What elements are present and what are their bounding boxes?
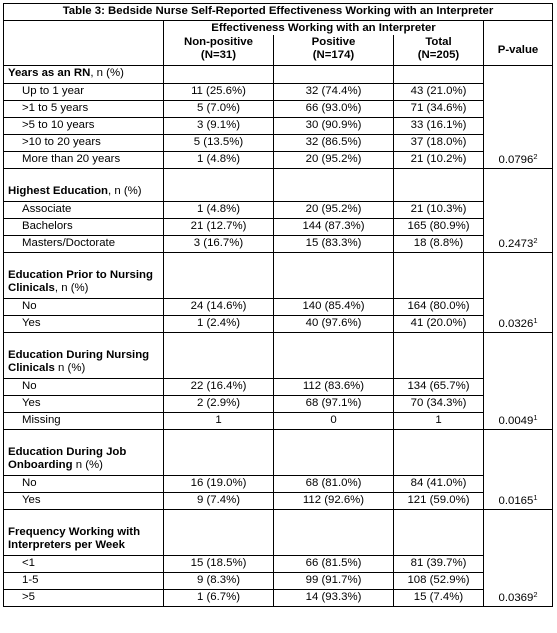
section-pvalue-cell xyxy=(484,268,553,333)
cell-total: 1 xyxy=(394,413,484,430)
section-empty-cell xyxy=(164,184,274,202)
cell-total: 70 (34.3%) xyxy=(394,396,484,413)
spacer-cell xyxy=(274,430,394,446)
section-pvalue-cell xyxy=(484,184,553,253)
spacer-cell xyxy=(394,510,484,526)
cell-nonpositive: 1 (2.4%) xyxy=(164,316,274,333)
cell-label: More than 20 years xyxy=(4,152,164,169)
section-pvalue-footnote: 1 xyxy=(533,316,538,325)
spacer-cell xyxy=(4,169,164,185)
header-positive-label: Positive xyxy=(311,36,356,48)
table-row xyxy=(4,152,553,169)
spacer-cell xyxy=(274,510,394,526)
header-group-label: Effectiveness Working with an Interpreter xyxy=(164,21,484,36)
table-row xyxy=(4,202,553,219)
cell-nonpositive: 1 xyxy=(164,413,274,430)
cell-label: No xyxy=(4,476,164,493)
section-pvalue-cell xyxy=(484,525,553,607)
section-label-cell xyxy=(4,66,164,84)
spacer-cell xyxy=(274,253,394,269)
spacer-cell xyxy=(274,333,394,349)
table-title: Table 3: Bedside Nurse Self-Reported Effectiveness Working with an Interpreter xyxy=(4,4,553,21)
section-empty-cell xyxy=(164,525,274,556)
cell-nonpositive: 1 (4.8%) xyxy=(164,202,274,219)
cell-total: 21 (10.2%) xyxy=(394,152,484,169)
section-unit: , n (%) xyxy=(90,67,124,79)
spacer-cell xyxy=(394,253,484,269)
table-row xyxy=(4,379,553,396)
spacer-cell xyxy=(164,510,274,526)
section-pvalue: 0.0796 xyxy=(498,154,534,166)
spacer-cell xyxy=(4,510,164,526)
header-positive xyxy=(274,35,394,66)
section-pvalue: 0.2473 xyxy=(498,238,534,250)
section-spacer-row xyxy=(4,333,553,349)
cell-nonpositive: 22 (16.4%) xyxy=(164,379,274,396)
section-header-row xyxy=(4,268,553,299)
cell-nonpositive: 24 (14.6%) xyxy=(164,299,274,316)
table-row xyxy=(4,493,553,510)
section-unit: n (%) xyxy=(72,459,103,471)
cell-nonpositive: 3 (9.1%) xyxy=(164,118,274,135)
header-pvalue-label: P-value xyxy=(497,44,539,56)
section-label: Frequency Working with Interpreters per Week xyxy=(8,526,141,551)
cell-nonpositive: 21 (12.7%) xyxy=(164,219,274,236)
cell-total: 164 (80.0%) xyxy=(394,299,484,316)
cell-label: No xyxy=(4,379,164,396)
section-spacer-row xyxy=(4,510,553,526)
spacer-cell xyxy=(164,169,274,185)
section-header-row xyxy=(4,525,553,556)
cell-positive: 20 (95.2%) xyxy=(274,152,394,169)
section-empty-cell xyxy=(274,268,394,299)
cell-positive: 99 (91.7%) xyxy=(274,573,394,590)
section-unit: , n (%) xyxy=(108,185,142,197)
section-pvalue-footnote: 1 xyxy=(533,493,538,502)
section-header-row xyxy=(4,445,553,476)
spacer-cell xyxy=(484,333,553,349)
spacer-cell xyxy=(484,253,553,269)
section-label: Highest Education xyxy=(8,185,108,197)
section-label-cell xyxy=(4,445,164,476)
header-total-label: Total xyxy=(425,36,452,48)
cell-total: 41 (20.0%) xyxy=(394,316,484,333)
table-row xyxy=(4,84,553,101)
spacer-cell xyxy=(164,253,274,269)
cell-total: 84 (41.0%) xyxy=(394,476,484,493)
section-empty-cell xyxy=(394,268,484,299)
table-container xyxy=(3,3,553,607)
effectiveness-table xyxy=(3,3,553,607)
section-label-cell xyxy=(4,525,164,556)
cell-nonpositive: 15 (18.5%) xyxy=(164,556,274,573)
cell-total: 33 (16.1%) xyxy=(394,118,484,135)
section-empty-cell xyxy=(274,66,394,84)
table-row xyxy=(4,135,553,152)
section-empty-cell xyxy=(164,445,274,476)
cell-nonpositive: 1 (6.7%) xyxy=(164,590,274,607)
cell-positive: 0 xyxy=(274,413,394,430)
section-pvalue: 0.0369 xyxy=(498,592,534,604)
section-empty-cell xyxy=(274,525,394,556)
cell-label: >1 to 5 years xyxy=(4,101,164,118)
cell-nonpositive: 9 (7.4%) xyxy=(164,493,274,510)
spacer-cell xyxy=(484,510,553,526)
cell-positive: 66 (93.0%) xyxy=(274,101,394,118)
cell-positive: 40 (97.6%) xyxy=(274,316,394,333)
section-pvalue-footnote: 1 xyxy=(533,413,538,422)
cell-label: >5 xyxy=(4,590,164,607)
cell-total: 71 (34.6%) xyxy=(394,101,484,118)
header-total-n: (N=205) xyxy=(417,49,460,61)
cell-nonpositive: 9 (8.3%) xyxy=(164,573,274,590)
cell-positive: 66 (81.5%) xyxy=(274,556,394,573)
cell-total: 43 (21.0%) xyxy=(394,84,484,101)
cell-nonpositive: 16 (19.0%) xyxy=(164,476,274,493)
section-pvalue: 0.0049 xyxy=(498,415,534,427)
section-label-cell xyxy=(4,184,164,202)
section-empty-cell xyxy=(394,525,484,556)
cell-nonpositive: 2 (2.9%) xyxy=(164,396,274,413)
spacer-cell xyxy=(484,169,553,185)
spacer-cell xyxy=(4,333,164,349)
spacer-cell xyxy=(394,333,484,349)
header-group-row xyxy=(4,21,553,36)
table-row xyxy=(4,316,553,333)
cell-label: Associate xyxy=(4,202,164,219)
spacer-cell xyxy=(4,253,164,269)
section-pvalue-footnote: 2 xyxy=(533,590,538,599)
section-empty-cell xyxy=(274,445,394,476)
section-spacer-row xyxy=(4,253,553,269)
header-pvalue xyxy=(484,21,553,66)
spacer-cell xyxy=(164,430,274,446)
cell-positive: 112 (92.6%) xyxy=(274,493,394,510)
cell-total: 81 (39.7%) xyxy=(394,556,484,573)
cell-label: Missing xyxy=(4,413,164,430)
section-header-row xyxy=(4,348,553,379)
section-empty-cell xyxy=(164,268,274,299)
cell-positive: 32 (86.5%) xyxy=(274,135,394,152)
section-empty-cell xyxy=(394,184,484,202)
cell-label: No xyxy=(4,299,164,316)
header-empty-cell xyxy=(4,21,164,66)
spacer-cell xyxy=(274,169,394,185)
section-pvalue: 0.0326 xyxy=(498,318,534,330)
table-row xyxy=(4,101,553,118)
header-nonpositive-label: Non-positive xyxy=(184,36,253,48)
cell-total: 121 (59.0%) xyxy=(394,493,484,510)
cell-total: 18 (8.8%) xyxy=(394,236,484,253)
cell-label: Yes xyxy=(4,396,164,413)
table-row xyxy=(4,219,553,236)
table-body xyxy=(4,66,553,607)
cell-label: <1 xyxy=(4,556,164,573)
section-pvalue-cell xyxy=(484,348,553,430)
section-unit: , n (%) xyxy=(54,282,89,294)
table-row xyxy=(4,413,553,430)
cell-label: Yes xyxy=(4,316,164,333)
section-label-cell xyxy=(4,268,164,299)
cell-positive: 20 (95.2%) xyxy=(274,202,394,219)
section-spacer-row xyxy=(4,169,553,185)
section-label: Years as an RN xyxy=(8,67,91,79)
table-row xyxy=(4,476,553,493)
cell-positive: 14 (93.3%) xyxy=(274,590,394,607)
table-row xyxy=(4,118,553,135)
cell-positive: 68 (97.1%) xyxy=(274,396,394,413)
spacer-cell xyxy=(4,430,164,446)
cell-positive: 30 (90.9%) xyxy=(274,118,394,135)
section-pvalue-footnote: 2 xyxy=(533,152,538,161)
cell-nonpositive: 5 (13.5%) xyxy=(164,135,274,152)
spacer-cell xyxy=(394,430,484,446)
cell-nonpositive: 3 (16.7%) xyxy=(164,236,274,253)
cell-label: Up to 1 year xyxy=(4,84,164,101)
cell-label: >10 to 20 years xyxy=(4,135,164,152)
section-empty-cell xyxy=(274,348,394,379)
cell-nonpositive: 5 (7.0%) xyxy=(164,101,274,118)
section-pvalue-cell xyxy=(484,445,553,510)
section-unit: n (%) xyxy=(54,362,86,374)
cell-total: 165 (80.9%) xyxy=(394,219,484,236)
section-empty-cell xyxy=(394,445,484,476)
cell-positive: 140 (85.4%) xyxy=(274,299,394,316)
cell-total: 134 (65.7%) xyxy=(394,379,484,396)
cell-label: Bachelors xyxy=(4,219,164,236)
table-row xyxy=(4,590,553,607)
section-header-row xyxy=(4,66,553,84)
cell-positive: 68 (81.0%) xyxy=(274,476,394,493)
spacer-cell xyxy=(164,333,274,349)
header-positive-n: (N=174) xyxy=(312,49,355,61)
cell-total: 21 (10.3%) xyxy=(394,202,484,219)
table-row xyxy=(4,236,553,253)
cell-label: Yes xyxy=(4,493,164,510)
cell-label: 1-5 xyxy=(4,573,164,590)
header-nonpositive-n: (N=31) xyxy=(200,49,237,61)
spacer-cell xyxy=(484,430,553,446)
section-pvalue-footnote: 2 xyxy=(533,236,538,245)
section-empty-cell xyxy=(164,348,274,379)
section-label: Education During Nursing Clinicals xyxy=(8,349,150,374)
header-nonpositive xyxy=(164,35,274,66)
table-title-row xyxy=(4,4,553,21)
section-pvalue-cell xyxy=(484,66,553,169)
section-empty-cell xyxy=(274,184,394,202)
cell-total: 15 (7.4%) xyxy=(394,590,484,607)
section-empty-cell xyxy=(394,66,484,84)
spacer-cell xyxy=(394,169,484,185)
table-row xyxy=(4,299,553,316)
cell-positive: 32 (74.4%) xyxy=(274,84,394,101)
section-label: Education During Job Onboarding xyxy=(8,446,127,471)
cell-label: >5 to 10 years xyxy=(4,118,164,135)
section-pvalue: 0.0165 xyxy=(498,495,534,507)
section-empty-cell xyxy=(164,66,274,84)
section-empty-cell xyxy=(394,348,484,379)
cell-label: Masters/Doctorate xyxy=(4,236,164,253)
section-header-row xyxy=(4,184,553,202)
section-spacer-row xyxy=(4,430,553,446)
cell-positive: 112 (83.6%) xyxy=(274,379,394,396)
table-row xyxy=(4,556,553,573)
section-label: Education Prior to Nursing Clinicals xyxy=(8,269,153,294)
table-row xyxy=(4,396,553,413)
table-row xyxy=(4,573,553,590)
cell-positive: 144 (87.3%) xyxy=(274,219,394,236)
cell-nonpositive: 1 (4.8%) xyxy=(164,152,274,169)
header-total xyxy=(394,35,484,66)
cell-total: 108 (52.9%) xyxy=(394,573,484,590)
cell-total: 37 (18.0%) xyxy=(394,135,484,152)
cell-positive: 15 (83.3%) xyxy=(274,236,394,253)
section-label-cell xyxy=(4,348,164,379)
cell-nonpositive: 11 (25.6%) xyxy=(164,84,274,101)
